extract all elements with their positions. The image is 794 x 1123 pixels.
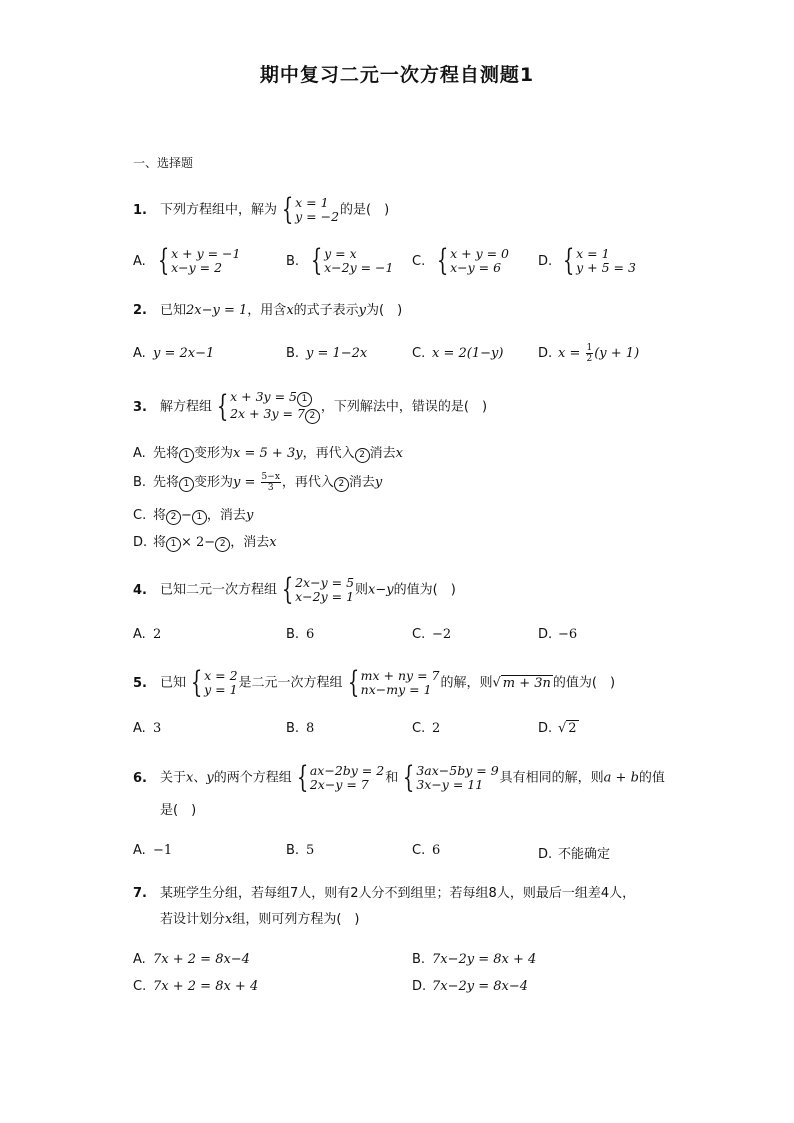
option-text: ，消去 — [230, 535, 270, 550]
equation-system: { x + 3y = 5 1 2x + 3y = 7 2 — [213, 390, 320, 424]
option-a[interactable] — [133, 843, 172, 858]
option-text: ，再代入 — [302, 446, 355, 461]
math-variable: y — [374, 475, 383, 490]
equation-row: mx + ny = 7 — [360, 668, 440, 683]
option-b[interactable] — [286, 627, 314, 642]
option-label: D. — [538, 627, 553, 642]
question-text: 的式子表示 — [293, 303, 359, 318]
equation-row: y + 5 = 3 — [576, 260, 636, 275]
option-label: A. — [133, 952, 146, 967]
option-label: D. — [133, 535, 148, 550]
option-text: 变形为 — [194, 475, 234, 490]
equation-row: 2x−y = 7 — [309, 777, 369, 792]
option-label: D. — [412, 979, 427, 994]
equation-row: x−y = 2 — [171, 260, 223, 275]
fraction-denominator: 3 — [267, 483, 274, 493]
option-label: A. — [133, 346, 146, 361]
equation-row: x + y = −1 — [171, 246, 241, 261]
question-5 — [133, 665, 693, 700]
question-number: 1. — [133, 202, 147, 218]
equation-row: 3x−y = 11 — [416, 777, 484, 792]
option-label: C. — [412, 721, 426, 736]
question-text: 组，则可列方程为( ) — [232, 912, 360, 927]
option-label: C. — [412, 627, 426, 642]
equation-row: x = 2 — [204, 668, 238, 683]
option-label: A. — [133, 843, 146, 858]
equation-text: x + 3y = 5 — [230, 389, 297, 404]
option-label: B. — [286, 253, 300, 269]
option-a[interactable] — [133, 243, 241, 278]
fraction-numerator: 1 — [586, 343, 593, 353]
option-label: A. — [133, 627, 146, 642]
option-text: x = 2(1−y) — [432, 346, 504, 361]
circled-number: 2 — [215, 537, 230, 552]
equation-system: { x + y = −1 x−y = 2 — [157, 243, 241, 278]
circled-number: 1 — [179, 448, 194, 463]
option-text: 不能确定 — [558, 847, 611, 862]
option-text: y = 2x−1 — [153, 346, 215, 361]
option-a[interactable] — [133, 952, 250, 967]
option-a[interactable] — [133, 627, 161, 642]
question-text: 是二元一次方程组 — [238, 675, 343, 691]
equation-text: 2x + 3y = 7 — [230, 406, 305, 421]
option-label: D. — [538, 346, 553, 361]
equation-row: x + y = 0 — [450, 246, 509, 261]
question-7-line2 — [160, 910, 700, 930]
equation-row: y = x — [324, 246, 357, 261]
question-text: 的值为( ) — [393, 582, 456, 598]
question-text: 的值 — [638, 770, 665, 786]
square-root: √ m + 3n — [492, 675, 551, 691]
question-number: 4. — [133, 582, 147, 598]
option-text: 7x + 2 = 8x−4 — [153, 952, 250, 967]
question-text: 下列方程组中，解为 — [160, 202, 278, 218]
option-text: 消去 — [369, 446, 396, 461]
question-number: 7. — [133, 886, 147, 901]
option-label: B. — [286, 627, 300, 642]
circled-number: 1 — [297, 392, 312, 407]
option-label: A. — [133, 721, 146, 736]
option-label: C. — [412, 253, 426, 269]
option-label: C. — [412, 346, 426, 361]
equation-row: x = 1 — [576, 246, 610, 261]
radicand: m + 3n — [502, 675, 551, 691]
option-d[interactable] — [538, 843, 610, 862]
question-number: 3. — [133, 399, 147, 415]
option-a[interactable] — [133, 346, 214, 361]
option-label: D. — [538, 721, 553, 736]
fraction-denominator: 2 — [586, 354, 593, 364]
question-1 — [133, 192, 673, 227]
question-text: 是( ) — [160, 803, 197, 818]
option-c[interactable] — [412, 627, 451, 642]
section-heading: 一、选择题 — [133, 156, 194, 170]
question-7 — [133, 884, 693, 904]
math-variable: x — [286, 303, 294, 318]
question-text: 的解，则 — [440, 675, 493, 691]
option-label: D. — [538, 847, 553, 862]
question-text: 关于 — [160, 770, 187, 786]
option-label: C. — [133, 979, 147, 994]
option-text: 将 — [153, 508, 167, 523]
question-text: 某班学生分组，若每组7人，则有2人分不到组里；若每组8人，则最后一组差4人， — [160, 886, 636, 901]
option-text: 先将 — [153, 446, 180, 461]
option-text: y = 1−2x — [306, 346, 368, 361]
equation-system: { x = 1 y + 5 = 3 — [562, 243, 636, 278]
equation-row: y = −2 — [295, 209, 340, 224]
option-text: −1 — [153, 843, 173, 858]
option-text: −6 — [558, 627, 578, 642]
math-variable: x — [186, 770, 194, 786]
option-c[interactable] — [412, 721, 440, 736]
math-variable: x — [269, 535, 277, 550]
circled-number: 1 — [166, 537, 181, 552]
option-c[interactable] — [412, 843, 440, 858]
option-d[interactable] — [538, 627, 577, 642]
option-text: −2 — [432, 627, 452, 642]
option-text: 6 — [432, 843, 441, 858]
equation-system: { x = 1 y = −2 — [281, 192, 340, 227]
question-text: 的是( ) — [340, 202, 390, 218]
option-d[interactable] — [133, 531, 277, 552]
option-c[interactable] — [133, 504, 253, 525]
math-expression: 2x−y = 1 — [186, 303, 248, 318]
math-operator: − — [181, 508, 192, 523]
option-b[interactable] — [133, 471, 382, 493]
option-a[interactable] — [133, 721, 161, 736]
option-text: 7x−2y = 8x + 4 — [432, 952, 537, 967]
radicand: 2 — [568, 721, 577, 736]
question-text: 则 — [355, 582, 369, 598]
equation-system: { x + y = 0 x−y = 6 — [436, 243, 509, 278]
equation-row: y = 1 — [204, 682, 238, 697]
option-d[interactable] — [538, 721, 579, 736]
equation-row: ax−2by = 2 — [309, 763, 385, 778]
option-text: 将 — [153, 535, 167, 550]
option-c[interactable] — [412, 243, 510, 278]
circled-number: 2 — [305, 409, 320, 424]
equation-row: 3ax−5by = 9 — [416, 763, 499, 778]
option-label: B. — [286, 346, 300, 361]
option-text: (y + 1) — [594, 346, 640, 361]
equation-row: x−2y = 1 — [295, 589, 355, 604]
equation-row: x−y = 6 — [450, 260, 502, 275]
question-text: 已知二元一次方程组 — [160, 582, 278, 598]
equation-system: { ax−2by = 2 2x−y = 7 — [296, 760, 385, 795]
option-label: B. — [286, 721, 300, 736]
option-text: 3 — [153, 721, 162, 736]
circled-number: 1 — [192, 510, 207, 525]
math-variable: y — [206, 770, 214, 786]
option-text: 5 — [306, 843, 315, 858]
question-number: 6. — [133, 770, 147, 786]
option-b[interactable] — [286, 346, 367, 361]
option-label: C. — [412, 843, 426, 858]
question-number: 2. — [133, 303, 147, 318]
option-text: 7x−2y = 8x−4 — [432, 979, 529, 994]
option-d[interactable] — [538, 343, 639, 364]
question-text: 的值为( ) — [552, 675, 616, 691]
question-4 — [133, 572, 673, 607]
question-6-line2 — [160, 801, 700, 821]
option-b[interactable] — [412, 952, 536, 967]
option-label: B. — [286, 843, 300, 858]
option-b[interactable] — [286, 243, 394, 278]
option-text: 6 — [306, 627, 315, 642]
circled-number: 1 — [179, 477, 194, 492]
equation-row: 2x−y = 5 — [295, 575, 355, 590]
option-label: C. — [133, 508, 147, 523]
equation-system: { 3ax−5by = 9 3x−y = 11 — [403, 760, 499, 795]
math-expression: y = — [233, 475, 260, 490]
option-c[interactable] — [133, 979, 258, 994]
equation-system: { 2x−y = 5 x−2y = 1 — [281, 572, 355, 607]
fraction — [586, 343, 594, 364]
question-text: 为( ) — [366, 303, 403, 318]
option-label: A. — [133, 253, 146, 269]
equation-system: { mx + ny = 7 nx−my = 1 — [347, 665, 440, 700]
option-label: D. — [538, 253, 553, 269]
question-text: 的两个方程组 — [213, 770, 292, 786]
option-text: 2 — [153, 627, 162, 642]
math-variable: y — [245, 508, 254, 523]
math-expression: x−y — [368, 582, 394, 598]
question-text: 已知 — [160, 303, 187, 318]
math-operator: × 2− — [181, 535, 216, 550]
circled-number: 2 — [334, 477, 349, 492]
option-text: 变形为 — [194, 446, 234, 461]
question-text: ，用含 — [247, 303, 287, 318]
fraction-numerator: 5−x — [261, 472, 280, 482]
circled-number: 2 — [355, 448, 370, 463]
question-2 — [133, 301, 673, 321]
option-a[interactable] — [133, 442, 403, 463]
question-text: 已知 — [160, 675, 187, 691]
square-root: √ 2 — [558, 721, 577, 736]
option-text: 7x + 2 = 8x + 4 — [153, 979, 259, 994]
option-text: ，消去 — [206, 508, 246, 523]
option-b[interactable] — [286, 721, 314, 736]
math-variable: x — [225, 912, 233, 927]
option-b[interactable] — [286, 843, 314, 858]
option-label: A. — [133, 446, 146, 461]
question-text: 若设计划分 — [160, 912, 226, 927]
equation-system: { y = x x−2y = −1 — [310, 243, 394, 278]
math-expression: a + b — [603, 770, 639, 786]
option-d[interactable] — [538, 243, 637, 278]
option-label: B. — [412, 952, 426, 967]
equation-row: nx−my = 1 — [360, 682, 432, 697]
equation-row: x = 1 — [295, 195, 329, 210]
question-text: 具有相同的解，则 — [499, 770, 604, 786]
option-d[interactable] — [412, 979, 528, 994]
question-3 — [133, 390, 673, 424]
circled-number: 2 — [166, 510, 181, 525]
equation-row — [230, 390, 320, 407]
question-text: 、 — [193, 770, 207, 786]
equation-system: { x = 2 y = 1 — [190, 665, 238, 700]
option-text: 2 — [432, 721, 441, 736]
option-label: B. — [133, 475, 147, 490]
math-variable: y — [358, 303, 367, 318]
math-expression: x = 5 + 3y — [233, 446, 303, 461]
option-text: x = — [558, 346, 585, 361]
fraction — [261, 472, 281, 493]
page-title: 期中复习二元一次方程自测题1 — [259, 64, 535, 86]
option-c[interactable] — [412, 346, 503, 361]
option-text: ，再代入 — [281, 475, 334, 490]
question-text: 和 — [385, 770, 399, 786]
question-number: 5. — [133, 675, 147, 691]
question-text: ，下列解法中，错误的是( ) — [320, 399, 488, 415]
option-text: 消去 — [348, 475, 375, 490]
option-text: 先将 — [153, 475, 180, 490]
question-6 — [133, 760, 693, 795]
equation-row — [230, 407, 320, 424]
question-text: 解方程组 — [160, 399, 213, 415]
math-variable: x — [395, 446, 403, 461]
equation-row: x−2y = −1 — [324, 260, 394, 275]
option-text: 8 — [306, 721, 315, 736]
